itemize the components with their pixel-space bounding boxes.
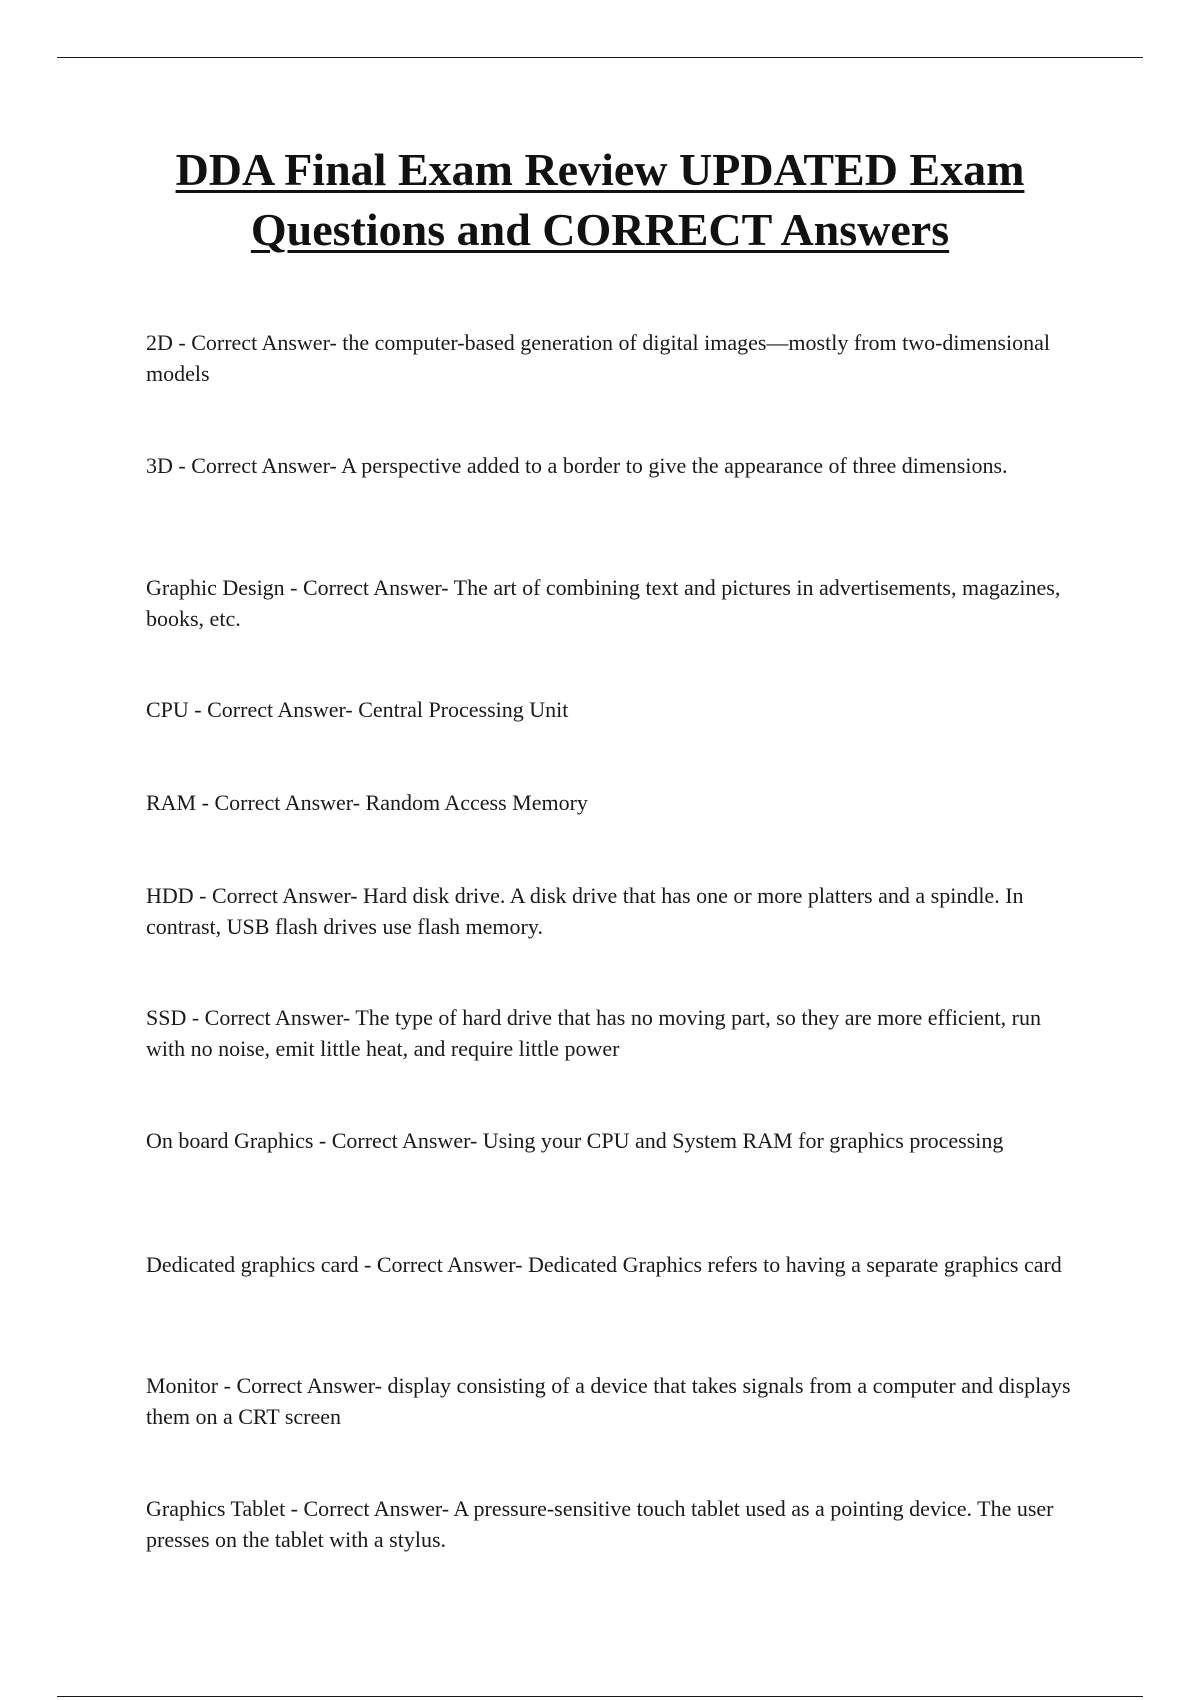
bottom-rule: [57, 1696, 1143, 1697]
qa-entry-dedicated-graphics: Dedicated graphics card - Correct Answer- Dedicated Graphics refers to having a separate graphics card: [146, 1252, 1062, 1277]
qa-entry-graphic-design: Graphic Design - Correct Answer- The art of combining text and pictures in advertisements, magazines, books, etc.: [146, 575, 1061, 631]
qa-entry-ssd: SSD - Correct Answer- The type of hard drive that has no moving part, so they are more efficient, run with no noise, emit little heat, and require little power: [146, 1005, 1042, 1061]
qa-entry-3d: 3D - Correct Answer- A perspective added to a border to give the appearance of three dimensions.: [146, 453, 1008, 478]
qa-entry-monitor: Monitor - Correct Answer- display consisting of a device that takes signals from a computer and displays them on a CRT screen: [146, 1373, 1071, 1429]
qa-entry-onboard-graphics: On board Graphics - Correct Answer- Using your CPU and System RAM for graphics processing: [146, 1128, 1004, 1153]
top-rule: [57, 57, 1143, 58]
qa-entry-graphics-tablet: Graphics Tablet - Correct Answer- A pressure-sensitive touch tablet used as a pointing device. The user presses on the tablet with a stylus.: [146, 1496, 1054, 1552]
qa-entry-ram: RAM - Correct Answer- Random Access Memory: [146, 790, 588, 815]
qa-entry-cpu: CPU - Correct Answer- Central Processing Unit: [146, 697, 569, 722]
qa-entry-hdd: HDD - Correct Answer- Hard disk drive. A disk drive that has one or more platters and a spindle. In contrast, USB flash drives use flash memory.: [146, 883, 1024, 939]
qa-entry-2d: 2D - Correct Answer- the computer-based generation of digital images—mostly from two-dimensional models: [146, 330, 1050, 386]
document-title: DDA Final Exam Review UPDATED Exam Questions and CORRECT Answers: [175, 144, 1025, 255]
